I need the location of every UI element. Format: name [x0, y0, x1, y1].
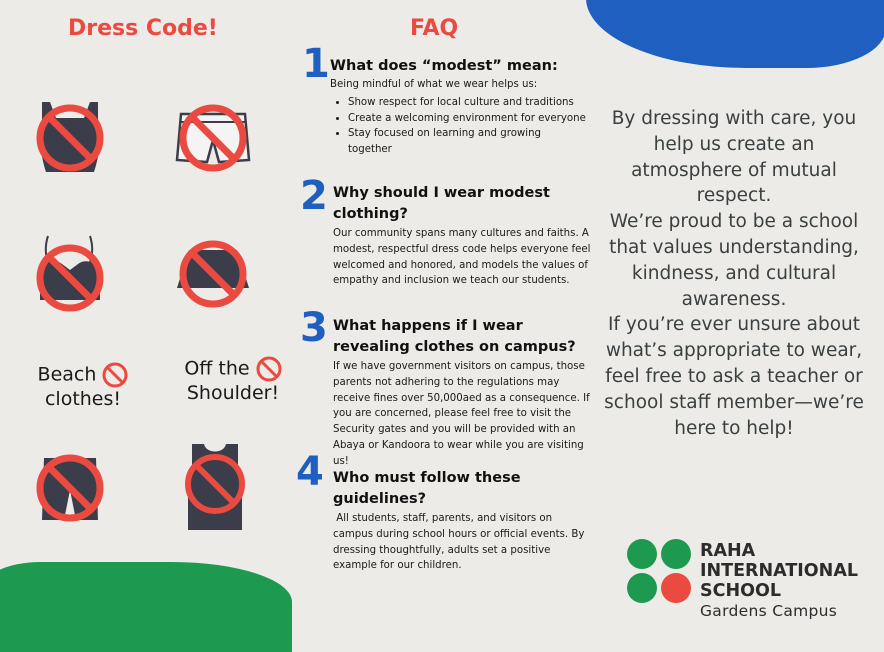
faq-answer-4: All students, staff, parents, and visitors on campus during school hours or official events. By dressing thoughtfully, adults set a positive example for our children.	[333, 513, 588, 572]
closing-message: By dressing with care, you help us create an atmosphere of mutual respect. We’re proud to be a school that values understanding, kindness, and cultural awareness. If you’re ever unsure about what’s appropriate to wear, feel free to ask a teacher or school staff member—we’re here to help!	[604, 108, 864, 439]
tank-top-icon	[184, 444, 246, 530]
green-corner-shape	[0, 562, 292, 652]
beach-clothes-label: Beach clothes!	[28, 362, 138, 410]
faq-answer-3: If we have government visitors on campus, those parents not adhering to the regulations may receive fines over 50,000aed as a consequence. If you are concerned, please feel free to visit the Security gates and you will be provided with an Abaya or Kandoora to wear while you are visiting us!	[333, 361, 590, 467]
faq-number-1: 1	[302, 41, 330, 87]
prohibited-icon	[102, 362, 128, 388]
faq-question-4: Who must follow these guidelines?	[333, 470, 521, 507]
school-name	[700, 541, 858, 601]
school-name-line2: INTERNATIONAL	[700, 561, 859, 581]
faq-question-1: What does “modest” mean:	[330, 58, 558, 74]
school-name-line1: RAHA	[700, 541, 756, 561]
campus-name: Gardens Campus	[700, 602, 838, 620]
school-logo-icon	[626, 538, 692, 604]
crop-top-icon	[32, 100, 108, 176]
list-item: • Show respect for local culture and traditions	[348, 95, 586, 111]
shorts-icon	[175, 100, 251, 176]
blue-corner-shape	[586, 0, 884, 68]
faq-number-3: 3	[300, 305, 328, 351]
off-shoulder-label: Off the Shoulder!	[176, 356, 290, 404]
faq-number-2: 2	[300, 173, 328, 219]
faq-question-2: Why should I wear modest clothing?	[333, 185, 550, 222]
list-item: • Create a welcoming environment for everyone	[348, 111, 586, 127]
faq-answer-1-intro: Being mindful of what we wear helps us:	[330, 79, 538, 90]
school-name-line3: SCHOOL	[700, 581, 781, 601]
mini-skirt-icon	[175, 236, 251, 312]
faq-question-3: What happens if I wear revealing clothes on campus?	[333, 318, 576, 355]
faq-number-4: 4	[296, 449, 324, 495]
biker-shorts-icon	[32, 450, 108, 526]
faq-answer-1	[330, 77, 586, 158]
faq-title: FAQ	[410, 16, 459, 41]
list-item: • Stay focused on learning and growing together	[348, 126, 586, 158]
prohibited-icon	[256, 356, 282, 382]
faq-answer-2: Our community spans many cultures and faiths. A modest, respectful dress code helps everyone feel welcomed and honored, and models the values of empathy and inclusion we teach our students.	[333, 228, 591, 287]
dress-code-title: Dress Code!	[68, 16, 218, 41]
bikini-top-icon	[32, 236, 108, 312]
